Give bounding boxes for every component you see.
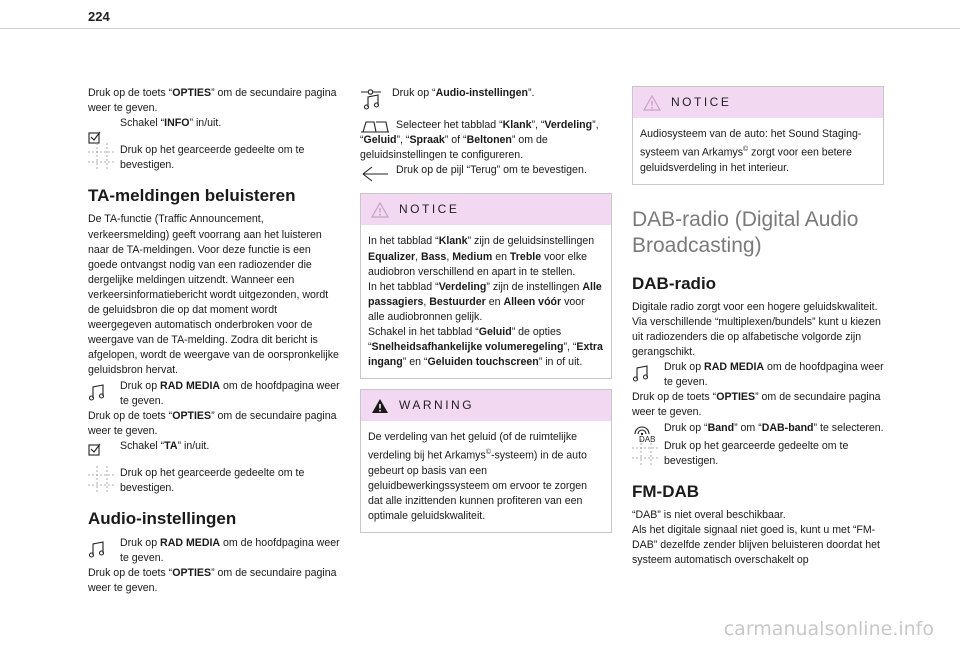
- dab-heading: DAB-radio: [632, 273, 717, 293]
- warning-header: [361, 390, 611, 421]
- dab-step-rad-media: Druk op RAD MEDIA om de hoofdpagina weer te geven.: [632, 360, 884, 390]
- ta-step-rad-media: Druk op RAD MEDIA om de hoofdpagina weer te geven.: [88, 379, 340, 409]
- watermark: carmanualsonline.info: [723, 618, 934, 640]
- dab-title: DAB-radio (Digital Audio Broadcasting): [632, 207, 859, 257]
- notice-header: [361, 194, 611, 225]
- dab-paragraph-2: Via verschillende “multiplexen/bundels” kunt u kiezen uit radiozenders die op alfabetische volgorde zijn gerangschikt.: [632, 315, 881, 359]
- check-square-icon: [88, 130, 102, 144]
- warning-triangle-icon: [371, 398, 389, 414]
- select-tab-step: Selecteer het tabblad “Klank”, “Verdeling”, “Geluid”, “Spraak” of “Beltonen” om de geluidsinstellingen te configureren.: [360, 119, 599, 162]
- slider-music-icon: [360, 88, 382, 110]
- grid-icon: [88, 466, 116, 494]
- back-arrow-step: Druk op de pijl “Terug” om te bevestigen.: [360, 163, 612, 178]
- back-arrow-icon: [360, 165, 390, 183]
- grid-icon: [632, 439, 660, 467]
- column-1: [88, 86, 340, 597]
- column-2: [360, 86, 612, 533]
- ta-paragraph: De TA-functie (Traffic Announcement, verkeersmelding) geeft voorrang aan het luisteren naar de TA-meldingen. Voor deze functie is een goede ontvangst nodig van een radiozender die dergelijke meldingen uitzendt. Wanneer een verkeersinformatiebericht wordt uitgezonden, wordt de geluidsbron die op dat moment wordt weergegeven automatisch onderbroken voor de weergave van de TA-melding. Zodra dit bericht is afgelopen, wordt de weergave van de oorspronkelijke geluidsbron hervat.: [88, 213, 339, 377]
- audio-step-rad-media: Druk op RAD MEDIA om de hoofdpagina weer te geven.: [88, 536, 340, 566]
- notice-box-audio: [360, 193, 612, 379]
- header-rule: [0, 28, 960, 29]
- notice-box-arkamys: [632, 86, 884, 185]
- ta-step-toggle: Schakel “TA” in/uit.: [88, 439, 340, 454]
- warning-box: [360, 389, 612, 533]
- tabs-icon: [360, 120, 390, 134]
- notice-title: NOTICE: [399, 202, 460, 217]
- audio-settings-step: Druk op “Audio-instellingen”.: [360, 86, 612, 101]
- notice-body: Audiosysteem van de auto: het Sound Staging-systeem van Arkamys© zorgt voor een betere geluidsverdeling in het interieur.: [640, 128, 862, 174]
- dab-step-band: DAB Druk op “Band” om “DAB-band” te selecteren.: [632, 421, 884, 436]
- dab-step-options: Druk op de toets “OPTIES” om de secundaire pagina weer te geven.: [632, 391, 881, 419]
- dab-paragraph: Digitale radio zorgt voor een hogere geluidskwaliteit.: [632, 300, 878, 313]
- grid-icon: [88, 143, 116, 171]
- notice-title: NOTICE: [671, 94, 732, 109]
- dab-step-confirm: Druk op het gearceerde gedeelte om te bevestigen.: [632, 439, 884, 469]
- ta-step-options: Druk op de toets “OPTIES” om de secundaire pagina weer te geven.: [88, 409, 337, 437]
- notice-triangle-icon: [371, 202, 389, 218]
- intro-info-step: Schakel “INFO” in/uit.: [88, 116, 340, 131]
- intro-confirm-step: Druk op het gearceerde gedeelte om te bevestigen.: [88, 143, 340, 173]
- audio-step-options: Druk op de toets “OPTIES” om de secundaire pagina weer te geven.: [88, 567, 337, 595]
- audio-heading: Audio-instellingen: [88, 509, 237, 529]
- ta-step-confirm: Druk op het gearceerde gedeelte om te bevestigen.: [88, 466, 340, 496]
- svg-text:DAB: DAB: [639, 434, 656, 444]
- warning-body: De verdeling van het geluid (of de ruimtelijke verdeling bij het Arkamys©-systeem) in de auto gebeurt op basis van een geluidbewerkingssysteem om ervoor te zorgen dat alle inzittenden kunnen profiteren van een optimale geluidskwaliteit.: [368, 431, 588, 523]
- music-note-icon: [88, 384, 106, 402]
- fm-dab-heading: FM-DAB: [632, 481, 700, 501]
- page-number: 224: [88, 9, 110, 24]
- notice-triangle-icon: [643, 95, 661, 111]
- intro-options-step: Druk op de toets “OPTIES” om de secundaire pagina weer te geven.: [88, 87, 337, 115]
- column-3: [632, 86, 884, 568]
- music-note-icon: [632, 365, 650, 383]
- music-note-icon: [88, 541, 106, 559]
- fm-dab-paragraph-2: Als het digitale signaal niet goed is, kunt u met “FM-DAB” dezelfde zender blijven beluisteren doordat het systeem automatisch overschakelt op: [632, 523, 880, 567]
- fm-dab-paragraph: “DAB” is niet overal beschikbaar.: [632, 508, 786, 521]
- notice-header: [633, 87, 883, 118]
- ta-heading: TA-meldingen beluisteren: [88, 186, 296, 206]
- check-square-icon: [88, 442, 102, 456]
- notice-body: In het tabblad “Klank” zijn de geluidsinstellingen Equalizer, Bass, Medium en Treble voor elke audiobron verschillend en apart in te stellen. In het tabblad “Verdeling” zijn de instellingen Alle passagiers, Bestuurder en Alleen vóór voor alle audiobronnen gelijk. Schakel in het tabblad “Geluid” de opties “Snelheidsafhankelijke volumeregeling”, “Extra ingang” en “Geluiden touchscreen” in of uit.: [368, 235, 603, 369]
- warning-title: WARNING: [399, 398, 475, 413]
